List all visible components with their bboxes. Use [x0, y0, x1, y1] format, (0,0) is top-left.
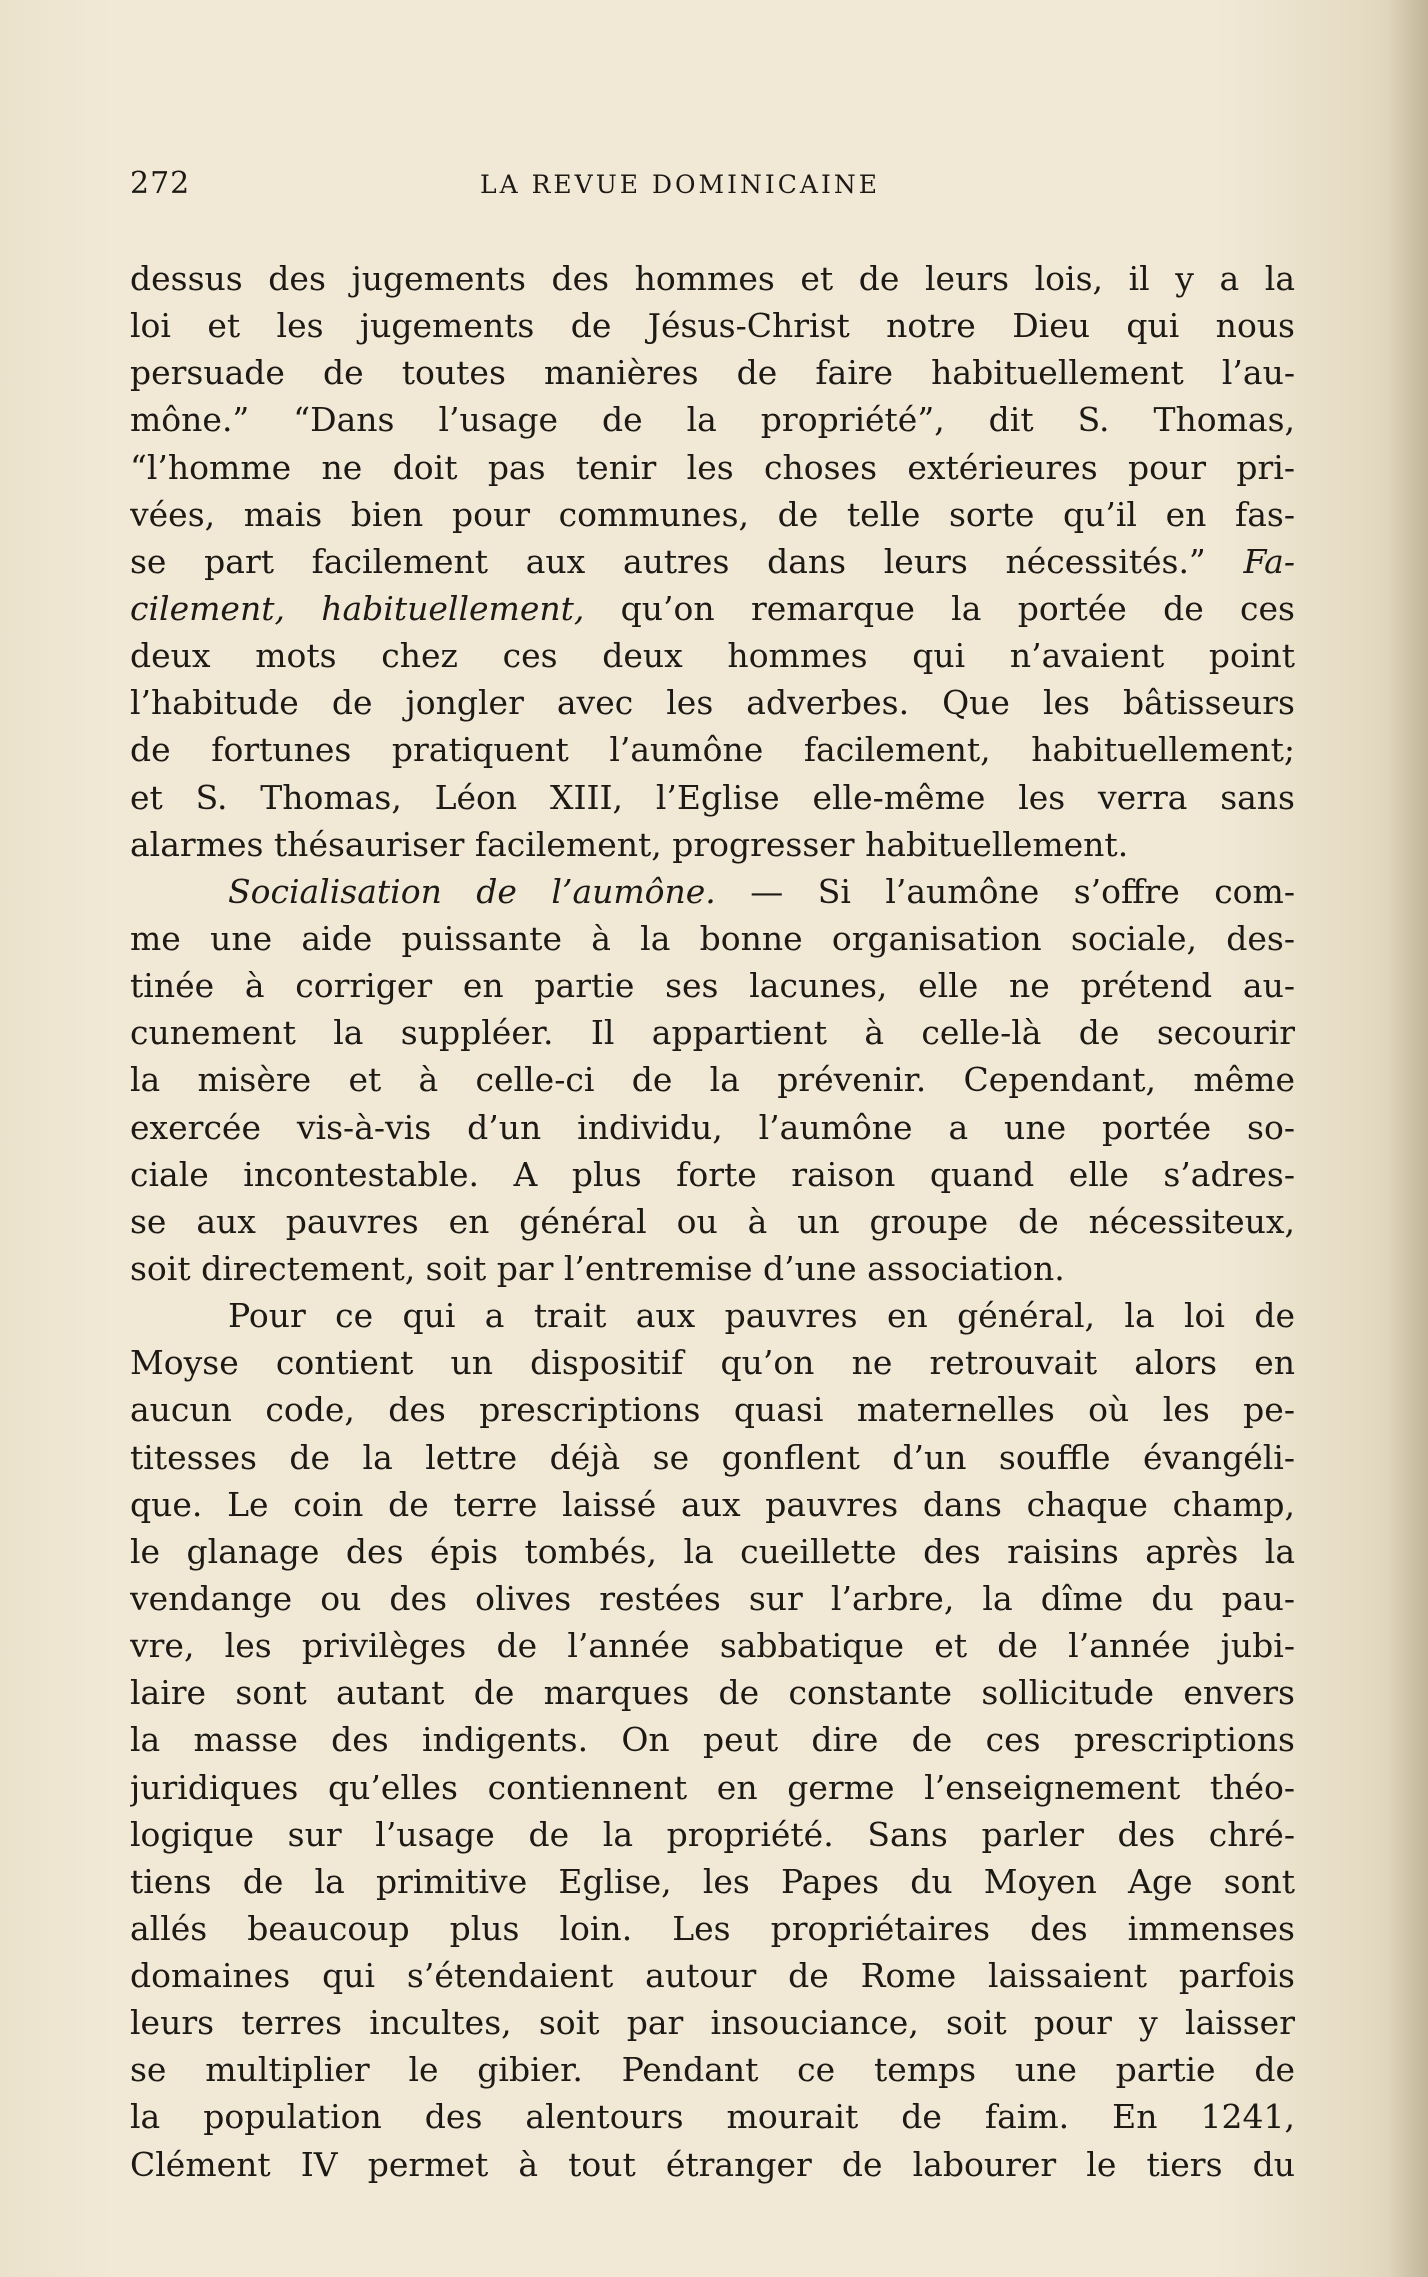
text-line: soit directement, soit par l’entremise d’une association. [130, 1248, 1065, 1288]
text-line: Moyse contient un dispositif qu’on ne retrouvait alors en [130, 1343, 1295, 1383]
text-line: allés beaucoup plus loin. Les propriétaires des immenses [130, 1908, 1295, 1948]
text-line: Pour ce qui a trait aux pauvres en général, la loi de [228, 1296, 1295, 1336]
text-line: l’habitude de jongler avec les adverbes. Que les bâtisseurs [130, 683, 1295, 723]
text-line [130, 538, 1295, 585]
page-edge-shadow [1388, 0, 1428, 2277]
text-line: vées, mais bien pour communes, de telle sorte qu’il en fas- [130, 494, 1295, 534]
text-line: juridiques qu’elles contiennent en germe l’enseignement théo- [130, 1767, 1295, 1807]
text-line: cunement la suppléer. Il appartient à celle-là de secourir [130, 1013, 1295, 1053]
text-line: la misère et à celle-ci de la prévenir. Cependant, même [130, 1060, 1295, 1100]
text-line: Clément IV permet à tout étranger de labourer le tiers du [130, 2144, 1295, 2184]
text-line: logique sur l’usage de la propriété. Sans parler des chré- [130, 1814, 1295, 1854]
text-line: la masse des indigents. On peut dire de ces prescriptions [130, 1720, 1295, 1760]
text-line: leurs terres incultes, soit par insouciance, soit pour y laisser [130, 2003, 1295, 2043]
text-line: la population des alentours mourait de faim. En 1241, [130, 2097, 1295, 2137]
text-line: deux mots chez ces deux hommes qui n’avaient point [130, 636, 1295, 676]
text-span: qu’on remarque la portée de ces [620, 588, 1295, 628]
text-line: le glanage des épis tombés, la cueillette des raisins après la [130, 1531, 1295, 1571]
text-line: titesses de la lettre déjà se gonflent d’un souffle évangéli- [130, 1437, 1295, 1477]
text-line: alarmes thésauriser facilement, progresser habituellement. [130, 824, 1129, 864]
text-line [130, 585, 1295, 632]
text-line: “l’homme ne doit pas tenir les choses extérieures pour pri- [130, 447, 1295, 487]
text-line: persuade de toutes manières de faire habituellement l’au- [130, 353, 1295, 393]
page-header [130, 166, 1295, 210]
text-line: aucun code, des prescriptions quasi maternelles où les pe- [130, 1390, 1295, 1430]
text-line: tiens de la primitive Eglise, les Papes du Moyen Age sont [130, 1861, 1295, 1901]
text-line: exercée vis-à-vis d’un individu, l’aumône a une portée so- [130, 1107, 1295, 1147]
italic-span: cilement, habituellement, [130, 588, 585, 628]
section-heading: Socialisation de l’aumône. [228, 871, 716, 911]
text-line: vre, les privilèges de l’année sabbatique et de l’année jubi- [130, 1626, 1295, 1666]
text-line: se multiplier le gibier. Pendant ce temps une partie de [130, 2050, 1295, 2090]
text-line: vendange ou des olives restées sur l’arbre, la dîme du pau- [130, 1578, 1295, 1618]
text-line: mône.” “Dans l’usage de la propriété”, dit S. Thomas, [130, 400, 1295, 440]
text-line: que. Le coin de terre laissé aux pauvres dans chaque champ, [130, 1484, 1295, 1524]
text-line: et S. Thomas, Léon XIII, l’Eglise elle-même les verra sans [130, 777, 1295, 817]
running-head: LA REVUE DOMINICAINE [480, 170, 880, 199]
italic-span: Fa- [1243, 541, 1295, 581]
text-span: se part facilement aux autres dans leurs nécessités.” [130, 541, 1206, 581]
page-number: 272 [130, 166, 191, 201]
text-line: laire sont autant de marques de constante sollicitude envers [130, 1673, 1295, 1713]
text-line: loi et les jugements de Jésus-Christ notre Dieu qui nous [130, 306, 1295, 346]
text-line: se aux pauvres en général ou à un groupe de nécessiteux, [130, 1201, 1295, 1241]
text-line: ciale incontestable. A plus forte raison quand elle s’adres- [130, 1154, 1295, 1194]
text-line: me une aide puissante à la bonne organisation sociale, des- [130, 918, 1295, 958]
body-text [130, 255, 1295, 2188]
text-line: de fortunes pratiquent l’aumône facilement, habituellement; [130, 730, 1295, 770]
text-line: tinée à corriger en partie ses lacunes, elle ne prétend au- [130, 966, 1295, 1006]
text-span: — Si l’aumône s’offre com- [750, 871, 1295, 911]
text-line: dessus des jugements des hommes et de leurs lois, il y a la [130, 259, 1295, 298]
text-line: domaines qui s’étendaient autour de Rome laissaient parfois [130, 1956, 1295, 1996]
text-line [130, 868, 1295, 915]
